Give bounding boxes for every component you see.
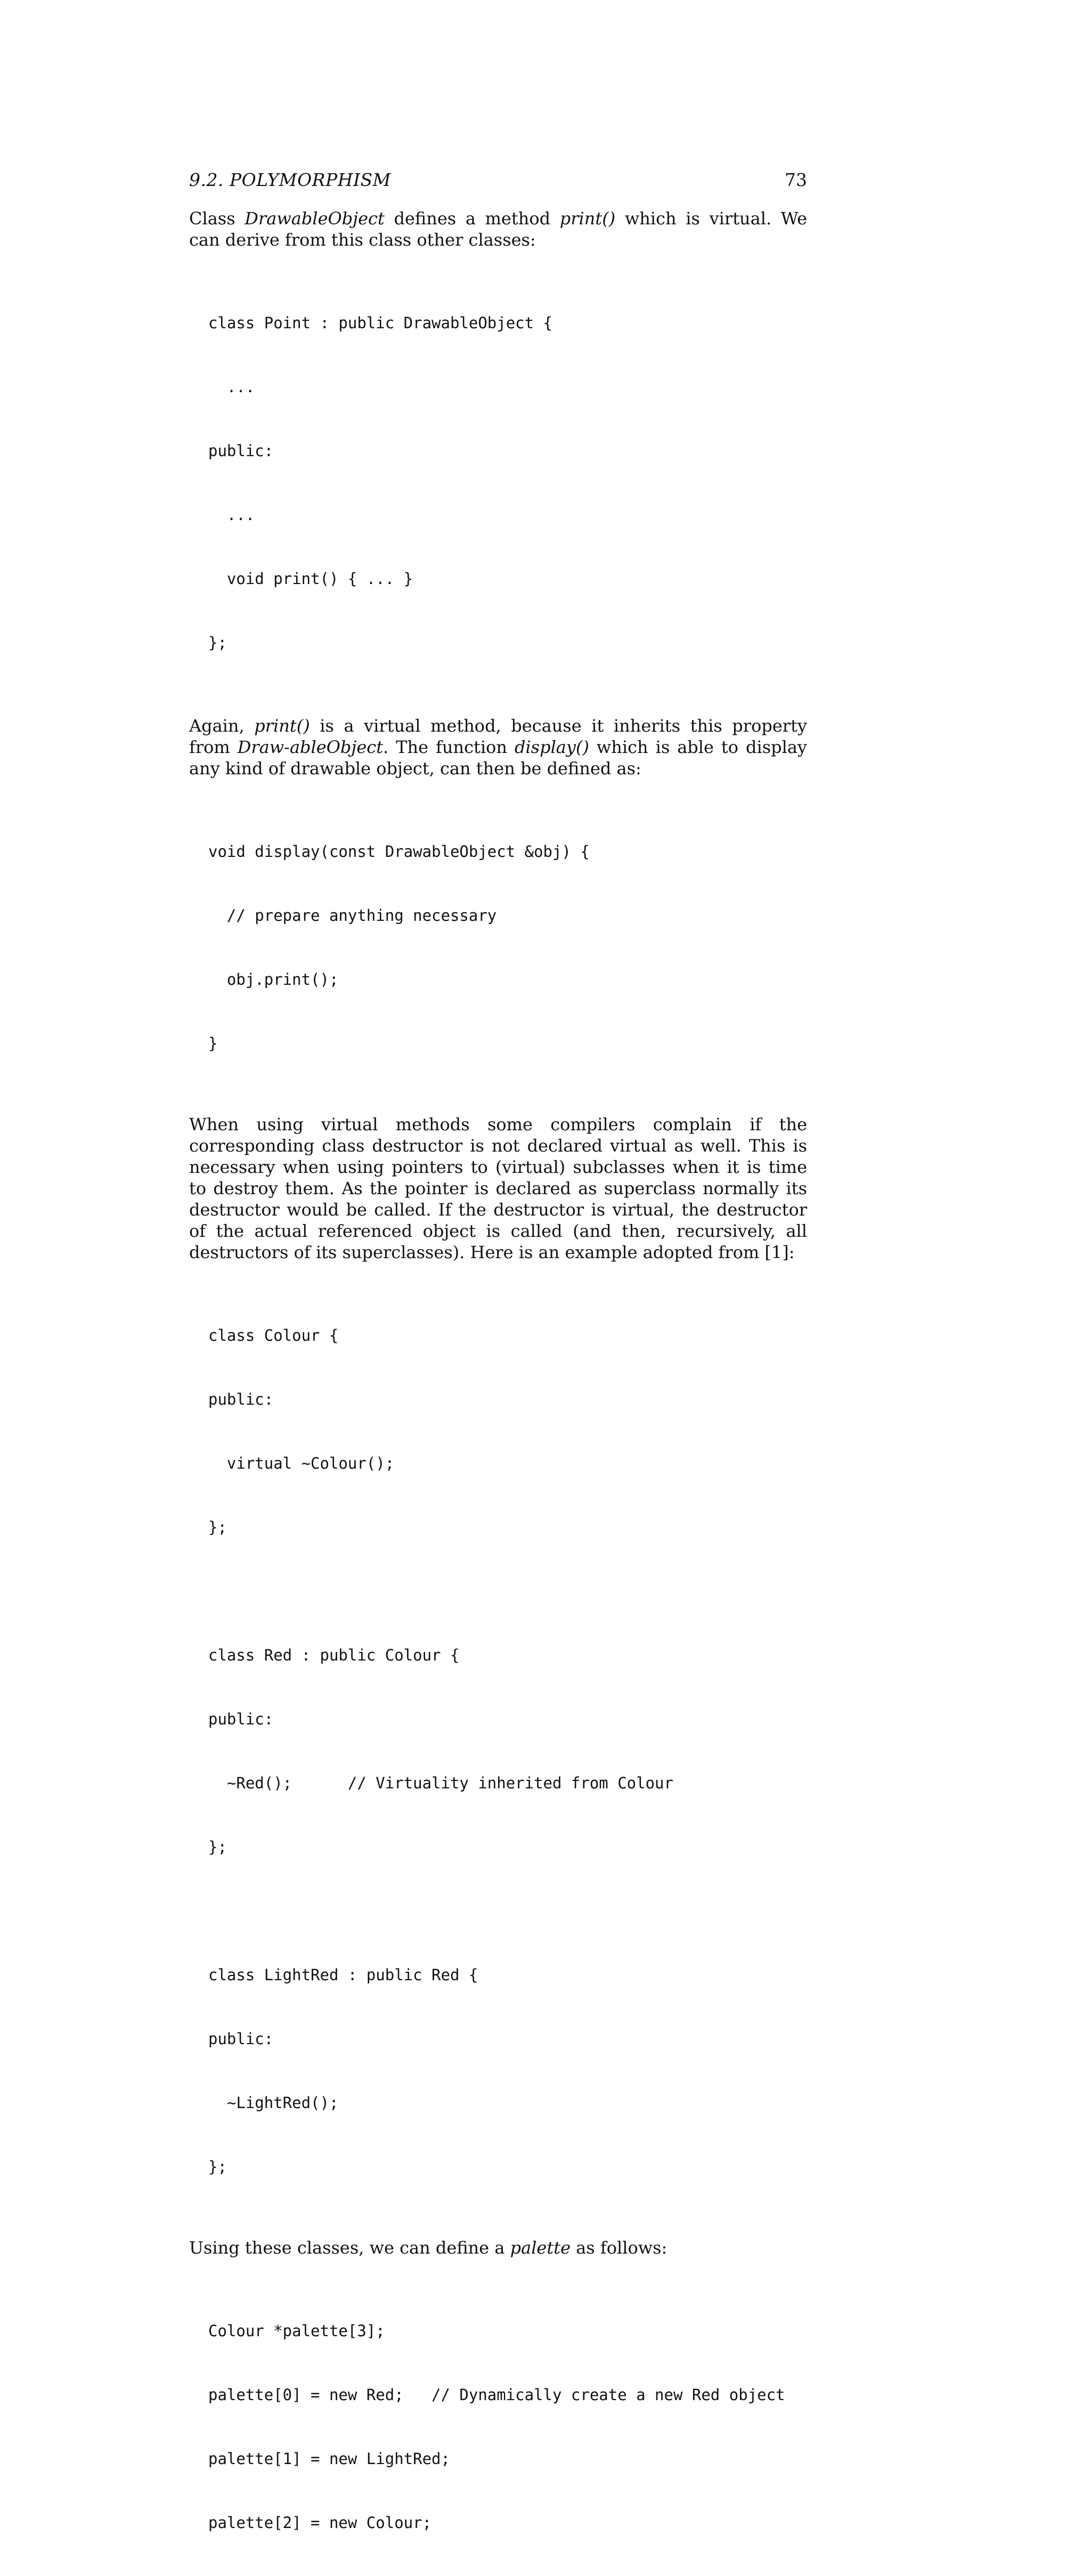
emphasis-term: palette bbox=[510, 2238, 571, 2258]
code-line: ... bbox=[208, 506, 255, 524]
code-line: virtual ~Colour(); bbox=[208, 1454, 395, 1472]
text-run: which is virtual. We can derive from this class other classes: bbox=[189, 208, 808, 250]
paragraph-palette bbox=[189, 2237, 807, 2258]
code-line: public: bbox=[208, 2030, 274, 2048]
code-line: public: bbox=[208, 1710, 274, 1728]
code-line: }; bbox=[208, 1838, 227, 1856]
text-run: . The function bbox=[383, 737, 515, 757]
running-header bbox=[189, 160, 807, 190]
code-block-palette bbox=[189, 2278, 807, 2576]
code-line: obj.print(); bbox=[208, 970, 339, 989]
code-line: class LightRed : public Red { bbox=[208, 1966, 478, 1984]
code-line: class Colour { bbox=[208, 1326, 339, 1344]
code-line: class Point : public DrawableObject { bbox=[208, 314, 553, 332]
code-line bbox=[208, 1581, 807, 1602]
code-line: palette[1] = new LightRed; bbox=[208, 2450, 450, 2468]
code-line: palette[0] = new Red; // Dynamically create a new Red object bbox=[208, 2386, 785, 2404]
emphasis-function-name: display() bbox=[514, 737, 589, 757]
code-line: ~LightRed(); bbox=[208, 2094, 339, 2112]
code-line: }; bbox=[208, 634, 227, 652]
code-line bbox=[208, 1900, 807, 1922]
code-line: } bbox=[208, 1034, 218, 1052]
text-run: Class bbox=[189, 208, 245, 229]
emphasis-method-name: print() bbox=[254, 716, 310, 736]
code-block-display-function bbox=[189, 798, 807, 1097]
emphasis-class-name: DrawableObject bbox=[245, 208, 385, 229]
paragraph-virtual-destructors: When using virtual methods some compilers complain if the corresponding class destructor is not declared virtual as well. This is necessary when using pointers to (virtual) subclasses when it is time to destroy them. As the pointer is declared as superclass normally its destructor would be called. If the destructor is virtual, the destructor of the actual referenced object is called (and then, recursively, all destructors of its superclasses). Here is an example adopted from [1]: bbox=[189, 1114, 807, 1262]
code-line: palette[2] = new Colour; bbox=[208, 2514, 432, 2532]
text-run: Using these classes, we can define a bbox=[189, 2238, 510, 2258]
paragraph-display-function bbox=[189, 715, 807, 779]
page-number: 73 bbox=[785, 169, 807, 190]
code-block-colour-classes bbox=[189, 1282, 807, 2220]
code-line: public: bbox=[208, 442, 274, 460]
code-line: // prepare anything necessary bbox=[208, 906, 497, 925]
text-run: Again, bbox=[189, 716, 255, 736]
paragraph-drawable-object bbox=[189, 208, 807, 250]
code-line: ~Red(); // Virtuality inherited from Colour bbox=[208, 1774, 673, 1792]
document-page bbox=[189, 160, 807, 2576]
text-run: as follows: bbox=[571, 2238, 667, 2258]
code-line: Colour *palette[3]; bbox=[208, 2322, 385, 2340]
code-line: class Red : public Colour { bbox=[208, 1646, 460, 1664]
emphasis-class-name: Draw-ableObject bbox=[237, 737, 384, 757]
code-line: void print() { ... } bbox=[208, 570, 413, 588]
code-line: }; bbox=[208, 2158, 227, 2176]
code-line: }; bbox=[208, 1518, 227, 1536]
text-run: which is able to display any kind of drawable object, can then be defined as: bbox=[189, 737, 808, 779]
code-block-point-class bbox=[189, 270, 807, 696]
text-run: defines a method bbox=[384, 208, 560, 229]
section-title: 9.2. POLYMORPHISM bbox=[189, 169, 391, 190]
code-line: public: bbox=[208, 1390, 274, 1408]
code-line: void display(const DrawableObject &obj) { bbox=[208, 843, 590, 861]
code-line: ... bbox=[208, 378, 255, 396]
emphasis-method-name: print() bbox=[559, 208, 616, 229]
text-run: is a virtual method, because it inherits this property from bbox=[189, 716, 808, 757]
